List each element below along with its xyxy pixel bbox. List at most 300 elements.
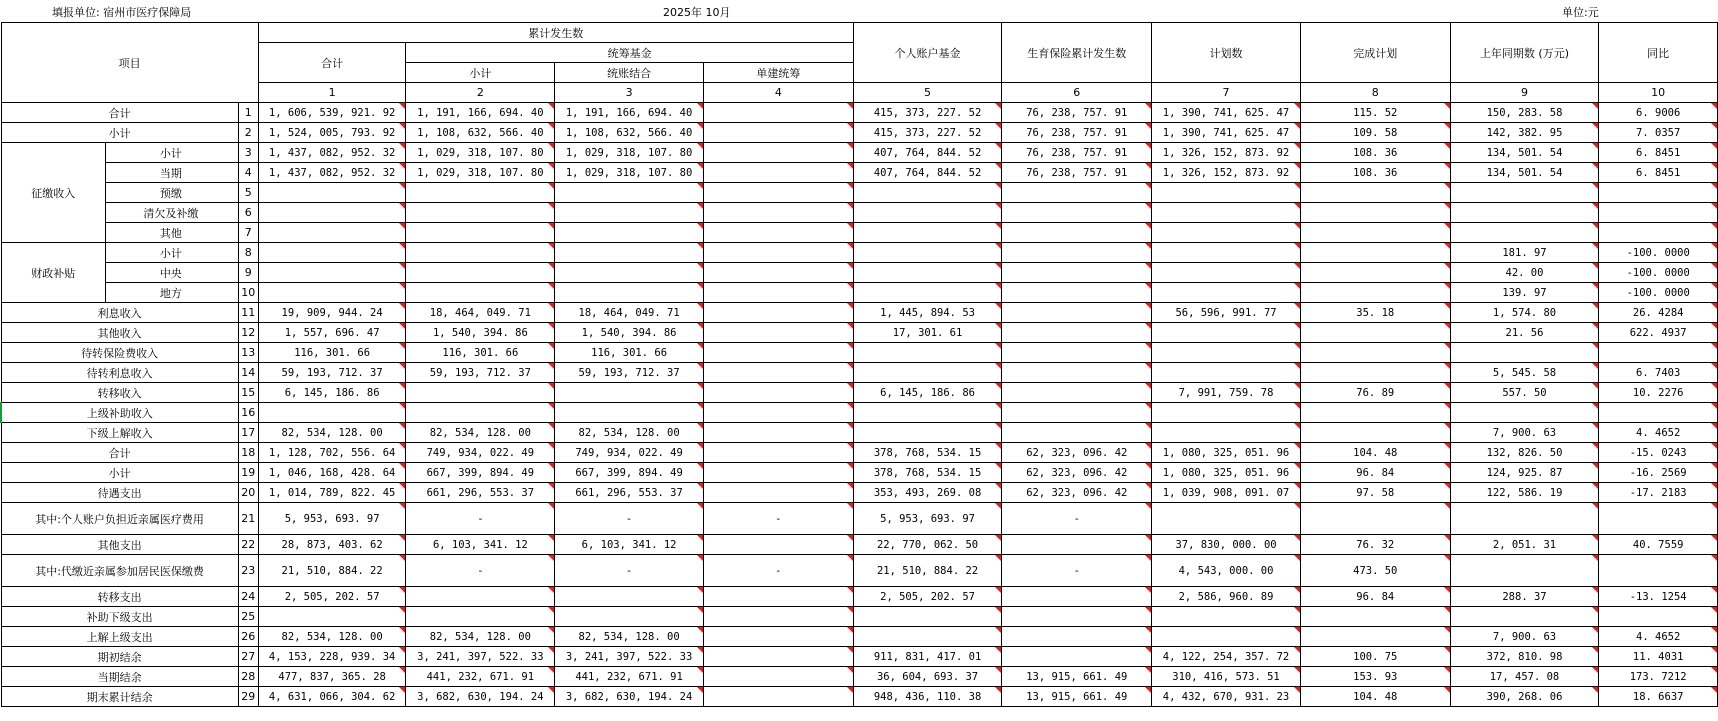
cell-col-2[interactable]: 82, 534, 128. 00	[406, 627, 555, 647]
cell-col-8[interactable]: 97. 58	[1300, 483, 1450, 503]
cell-col-8[interactable]	[1300, 363, 1450, 383]
cell-col-9[interactable]	[1450, 403, 1599, 423]
cell-col-3[interactable]	[555, 243, 704, 263]
cell-col-3[interactable]	[555, 383, 704, 403]
cell-col-6[interactable]	[1002, 535, 1152, 555]
cell-col-10[interactable]: 6. 9006	[1599, 103, 1718, 123]
cell-col-2[interactable]: 3, 241, 397, 522. 33	[406, 647, 555, 667]
cell-col-10[interactable]: 26. 4284	[1599, 303, 1718, 323]
cell-col-4[interactable]	[703, 103, 853, 123]
cell-col-7[interactable]: 1, 080, 325, 051. 96	[1152, 463, 1301, 483]
cell-col-10[interactable]: 7. 0357	[1599, 123, 1718, 143]
cell-col-3[interactable]: 1, 029, 318, 107. 80	[555, 163, 704, 183]
cell-col-1[interactable]: 82, 534, 128. 00	[258, 423, 406, 443]
cell-col-2[interactable]: 116, 301. 66	[406, 343, 555, 363]
cell-col-1[interactable]: 1, 437, 082, 952. 32	[258, 143, 406, 163]
cell-col-9[interactable]: 17, 457. 08	[1450, 667, 1599, 687]
cell-col-4[interactable]	[703, 203, 853, 223]
cell-col-7[interactable]: 7, 991, 759. 78	[1152, 383, 1301, 403]
cell-col-8[interactable]: 100. 75	[1300, 647, 1450, 667]
cell-col-9[interactable]	[1450, 223, 1599, 243]
cell-col-9[interactable]	[1450, 183, 1599, 203]
cell-col-3[interactable]: 1, 029, 318, 107. 80	[555, 143, 704, 163]
cell-col-9[interactable]: 122, 586. 19	[1450, 483, 1599, 503]
cell-col-10[interactable]: -13. 1254	[1599, 587, 1718, 607]
cell-col-4[interactable]	[703, 443, 853, 463]
cell-col-8[interactable]	[1300, 323, 1450, 343]
cell-col-10[interactable]: 6. 8451	[1599, 163, 1718, 183]
cell-col-6[interactable]	[1002, 283, 1152, 303]
cell-col-4[interactable]	[703, 223, 853, 243]
cell-col-2[interactable]: 667, 399, 894. 49	[406, 463, 555, 483]
cell-col-6[interactable]	[1002, 323, 1152, 343]
cell-col-6[interactable]	[1002, 223, 1152, 243]
cell-col-10[interactable]: -16. 2569	[1599, 463, 1718, 483]
cell-col-8[interactable]: 96. 84	[1300, 587, 1450, 607]
cell-col-7[interactable]: 310, 416, 573. 51	[1152, 667, 1301, 687]
cell-col-5[interactable]	[853, 223, 1002, 243]
cell-col-1[interactable]	[258, 183, 406, 203]
cell-col-2[interactable]	[406, 203, 555, 223]
cell-col-3[interactable]: 82, 534, 128. 00	[555, 423, 704, 443]
cell-col-5[interactable]: 1, 445, 894. 53	[853, 303, 1002, 323]
cell-col-4[interactable]	[703, 263, 853, 283]
cell-col-5[interactable]: 378, 768, 534. 15	[853, 443, 1002, 463]
cell-col-2[interactable]	[406, 607, 555, 627]
cell-col-7[interactable]	[1152, 223, 1301, 243]
cell-col-9[interactable]	[1450, 503, 1599, 535]
cell-col-4[interactable]	[703, 283, 853, 303]
cell-col-2[interactable]: -	[406, 503, 555, 535]
cell-col-7[interactable]	[1152, 423, 1301, 443]
cell-col-2[interactable]: 1, 540, 394. 86	[406, 323, 555, 343]
cell-col-4[interactable]	[703, 667, 853, 687]
cell-col-1[interactable]: 2, 505, 202. 57	[258, 587, 406, 607]
cell-col-10[interactable]	[1599, 203, 1718, 223]
cell-col-2[interactable]	[406, 223, 555, 243]
cell-col-6[interactable]	[1002, 243, 1152, 263]
cell-col-5[interactable]	[853, 607, 1002, 627]
cell-col-7[interactable]: 1, 326, 152, 873. 92	[1152, 143, 1301, 163]
cell-col-2[interactable]: 749, 934, 022. 49	[406, 443, 555, 463]
cell-col-4[interactable]	[703, 627, 853, 647]
cell-col-7[interactable]	[1152, 363, 1301, 383]
cell-col-10[interactable]: -17. 2183	[1599, 483, 1718, 503]
cell-col-3[interactable]: 661, 296, 553. 37	[555, 483, 704, 503]
cell-col-3[interactable]	[555, 403, 704, 423]
cell-col-3[interactable]	[555, 607, 704, 627]
cell-col-7[interactable]	[1152, 203, 1301, 223]
cell-col-3[interactable]	[555, 587, 704, 607]
cell-col-4[interactable]	[703, 143, 853, 163]
cell-col-7[interactable]	[1152, 343, 1301, 363]
cell-col-4[interactable]	[703, 687, 853, 707]
cell-col-5[interactable]: 415, 373, 227. 52	[853, 123, 1002, 143]
cell-col-5[interactable]	[853, 343, 1002, 363]
cell-col-9[interactable]: 390, 268. 06	[1450, 687, 1599, 707]
cell-col-10[interactable]: 622. 4937	[1599, 323, 1718, 343]
cell-col-3[interactable]: 3, 682, 630, 194. 24	[555, 687, 704, 707]
cell-col-3[interactable]: 18, 464, 049. 71	[555, 303, 704, 323]
cell-col-8[interactable]	[1300, 223, 1450, 243]
cell-col-2[interactable]: 1, 191, 166, 694. 40	[406, 103, 555, 123]
table-row	[1, 143, 1718, 163]
cell-col-8[interactable]: 35. 18	[1300, 303, 1450, 323]
cell-col-8[interactable]: 473. 50	[1300, 555, 1450, 587]
cell-col-1[interactable]: 5, 953, 693. 97	[258, 503, 406, 535]
cell-col-4[interactable]	[703, 363, 853, 383]
cell-col-7[interactable]: 56, 596, 991. 77	[1152, 303, 1301, 323]
cell-col-8[interactable]: 96. 84	[1300, 463, 1450, 483]
cell-col-1[interactable]: 1, 557, 696. 47	[258, 323, 406, 343]
cell-col-1[interactable]	[258, 263, 406, 283]
cell-col-3[interactable]: -	[555, 555, 704, 587]
cell-col-3[interactable]: 1, 191, 166, 694. 40	[555, 103, 704, 123]
cell-col-3[interactable]: 116, 301. 66	[555, 343, 704, 363]
cell-col-5[interactable]: 36, 604, 693. 37	[853, 667, 1002, 687]
cell-col-4[interactable]	[703, 463, 853, 483]
cell-col-10[interactable]: 4. 4652	[1599, 627, 1718, 647]
cell-col-9[interactable]: 42. 00	[1450, 263, 1599, 283]
cell-col-5[interactable]	[853, 423, 1002, 443]
cell-col-10[interactable]	[1599, 223, 1718, 243]
cell-col-9[interactable]: 181. 97	[1450, 243, 1599, 263]
cell-col-5[interactable]: 407, 764, 844. 52	[853, 143, 1002, 163]
cell-col-10[interactable]	[1599, 607, 1718, 627]
cell-col-1[interactable]: 4, 631, 066, 304. 62	[258, 687, 406, 707]
cell-col-2[interactable]	[406, 383, 555, 403]
cell-col-10[interactable]	[1599, 183, 1718, 203]
row-label: 当期	[106, 163, 239, 183]
cell-col-9[interactable]: 2, 051. 31	[1450, 535, 1599, 555]
cell-col-2[interactable]	[406, 403, 555, 423]
cell-col-4[interactable]	[703, 535, 853, 555]
cell-col-4[interactable]	[703, 243, 853, 263]
cell-col-9[interactable]: 132, 826. 50	[1450, 443, 1599, 463]
cell-col-6[interactable]	[1002, 423, 1152, 443]
cell-col-4[interactable]	[703, 183, 853, 203]
cell-col-3[interactable]: 1, 540, 394. 86	[555, 323, 704, 343]
cell-col-7[interactable]	[1152, 323, 1301, 343]
cell-col-5[interactable]: 415, 373, 227. 52	[853, 103, 1002, 123]
cell-col-3[interactable]: 82, 534, 128. 00	[555, 627, 704, 647]
cell-col-6[interactable]	[1002, 587, 1152, 607]
cell-col-2[interactable]: 661, 296, 553. 37	[406, 483, 555, 503]
cell-col-6[interactable]	[1002, 363, 1152, 383]
cell-col-8[interactable]	[1300, 263, 1450, 283]
cell-col-8[interactable]: 104. 48	[1300, 687, 1450, 707]
combined-header: 统账结合	[555, 63, 704, 83]
cell-col-1[interactable]: 59, 193, 712. 37	[258, 363, 406, 383]
cell-col-7[interactable]: 4, 432, 670, 931. 23	[1152, 687, 1301, 707]
cell-col-3[interactable]	[555, 283, 704, 303]
cell-col-1[interactable]	[258, 283, 406, 303]
cell-col-3[interactable]: 1, 108, 632, 566. 40	[555, 123, 704, 143]
cell-col-8[interactable]: 153. 93	[1300, 667, 1450, 687]
cell-col-9[interactable]: 1, 574. 80	[1450, 303, 1599, 323]
cell-col-9[interactable]: 5, 545. 58	[1450, 363, 1599, 383]
cell-col-4[interactable]	[703, 383, 853, 403]
cell-col-2[interactable]: 1, 108, 632, 566. 40	[406, 123, 555, 143]
cell-col-7[interactable]: 1, 326, 152, 873. 92	[1152, 163, 1301, 183]
cell-col-6[interactable]: 62, 323, 096. 42	[1002, 463, 1152, 483]
cell-col-8[interactable]: 76. 89	[1300, 383, 1450, 403]
cell-col-1[interactable]: 82, 534, 128. 00	[258, 627, 406, 647]
cell-col-8[interactable]	[1300, 183, 1450, 203]
cell-col-2[interactable]	[406, 243, 555, 263]
cell-col-8[interactable]: 108. 36	[1300, 163, 1450, 183]
cell-col-9[interactable]: 372, 810. 98	[1450, 647, 1599, 667]
cell-col-5[interactable]: 353, 493, 269. 08	[853, 483, 1002, 503]
cell-col-9[interactable]	[1450, 607, 1599, 627]
cell-col-6[interactable]: 76, 238, 757. 91	[1002, 143, 1152, 163]
cell-col-2[interactable]	[406, 263, 555, 283]
cell-col-4[interactable]: -	[703, 503, 853, 535]
cell-col-1[interactable]: 1, 437, 082, 952. 32	[258, 163, 406, 183]
cell-col-9[interactable]: 557. 50	[1450, 383, 1599, 403]
cell-col-7[interactable]	[1152, 283, 1301, 303]
cell-col-2[interactable]: 59, 193, 712. 37	[406, 363, 555, 383]
cell-col-4[interactable]	[703, 343, 853, 363]
cell-col-8[interactable]	[1300, 283, 1450, 303]
cell-col-7[interactable]	[1152, 627, 1301, 647]
cell-col-9[interactable]: 150, 283. 58	[1450, 103, 1599, 123]
cell-col-1[interactable]: 1, 128, 702, 556. 64	[258, 443, 406, 463]
cell-col-3[interactable]: 59, 193, 712. 37	[555, 363, 704, 383]
cell-col-8[interactable]: 108. 36	[1300, 143, 1450, 163]
cell-col-5[interactable]	[853, 263, 1002, 283]
row-number: 22	[238, 535, 258, 555]
cell-col-5[interactable]: 2, 505, 202. 57	[853, 587, 1002, 607]
cell-col-10[interactable]: 18. 6637	[1599, 687, 1718, 707]
cell-col-9[interactable]: 142, 382. 95	[1450, 123, 1599, 143]
table-row	[1, 687, 1718, 707]
cell-col-4[interactable]	[703, 587, 853, 607]
cell-col-5[interactable]	[853, 363, 1002, 383]
cell-col-2[interactable]: 6, 103, 341. 12	[406, 535, 555, 555]
cell-col-9[interactable]: 124, 925. 87	[1450, 463, 1599, 483]
cell-col-6[interactable]: 76, 238, 757. 91	[1002, 163, 1152, 183]
cell-col-2[interactable]: 18, 464, 049. 71	[406, 303, 555, 323]
cell-col-1[interactable]	[258, 403, 406, 423]
cell-col-5[interactable]	[853, 243, 1002, 263]
cell-col-6[interactable]	[1002, 647, 1152, 667]
cell-col-10[interactable]: 6. 8451	[1599, 143, 1718, 163]
cell-col-1[interactable]: 4, 153, 228, 939. 34	[258, 647, 406, 667]
cell-col-6[interactable]	[1002, 343, 1152, 363]
cell-col-1[interactable]	[258, 607, 406, 627]
row-label: 待转利息收入	[1, 363, 238, 383]
cell-col-6[interactable]	[1002, 203, 1152, 223]
cell-col-2[interactable]: 82, 534, 128. 00	[406, 423, 555, 443]
cell-col-10[interactable]	[1599, 503, 1718, 535]
cell-col-4[interactable]	[703, 607, 853, 627]
cell-col-9[interactable]: 7, 900. 63	[1450, 627, 1599, 647]
cell-col-10[interactable]	[1599, 555, 1718, 587]
cell-col-8[interactable]	[1300, 343, 1450, 363]
cell-col-7[interactable]	[1152, 183, 1301, 203]
cell-col-4[interactable]: -	[703, 555, 853, 587]
cell-col-10[interactable]: 6. 7403	[1599, 363, 1718, 383]
cell-col-8[interactable]: 115. 52	[1300, 103, 1450, 123]
cell-col-6[interactable]: -	[1002, 555, 1152, 587]
cell-col-9[interactable]: 139. 97	[1450, 283, 1599, 303]
personal-header: 个人账户基金	[853, 23, 1002, 83]
cell-col-10[interactable]: 40. 7559	[1599, 535, 1718, 555]
cell-col-1[interactable]: 28, 873, 403. 62	[258, 535, 406, 555]
cell-col-2[interactable]: -	[406, 555, 555, 587]
cell-col-9[interactable]: 134, 501. 54	[1450, 163, 1599, 183]
cell-col-10[interactable]	[1599, 403, 1718, 423]
cell-col-2[interactable]: 3, 682, 630, 194. 24	[406, 687, 555, 707]
cell-col-2[interactable]: 441, 232, 671. 91	[406, 667, 555, 687]
cell-col-4[interactable]	[703, 163, 853, 183]
cell-col-4[interactable]	[703, 123, 853, 143]
cell-col-3[interactable]: 6, 103, 341. 12	[555, 535, 704, 555]
cell-col-6[interactable]	[1002, 607, 1152, 627]
cell-col-7[interactable]	[1152, 403, 1301, 423]
cell-col-7[interactable]	[1152, 607, 1301, 627]
cell-col-7[interactable]	[1152, 243, 1301, 263]
cell-col-7[interactable]: 1, 390, 741, 625. 47	[1152, 123, 1301, 143]
cell-col-1[interactable]: 1, 606, 539, 921. 92	[258, 103, 406, 123]
cell-col-6[interactable]	[1002, 627, 1152, 647]
cell-col-4[interactable]	[703, 483, 853, 503]
cell-col-7[interactable]: 1, 039, 908, 091. 07	[1152, 483, 1301, 503]
cell-col-4[interactable]	[703, 303, 853, 323]
cell-col-2[interactable]: 1, 029, 318, 107. 80	[406, 163, 555, 183]
cell-col-5[interactable]	[853, 627, 1002, 647]
cell-col-7[interactable]: 1, 080, 325, 051. 96	[1152, 443, 1301, 463]
cell-col-6[interactable]: 13, 915, 661. 49	[1002, 667, 1152, 687]
cell-col-6[interactable]: 62, 323, 096. 42	[1002, 483, 1152, 503]
cell-col-10[interactable]: 4. 4652	[1599, 423, 1718, 443]
cell-col-5[interactable]: 911, 831, 417. 01	[853, 647, 1002, 667]
cell-col-7[interactable]: 1, 390, 741, 625. 47	[1152, 103, 1301, 123]
cell-col-10[interactable]	[1599, 343, 1718, 363]
cell-col-6[interactable]	[1002, 303, 1152, 323]
cell-col-9[interactable]	[1450, 343, 1599, 363]
cell-col-1[interactable]: 19, 909, 944. 24	[258, 303, 406, 323]
cell-col-4[interactable]	[703, 647, 853, 667]
cell-col-5[interactable]: 948, 436, 110. 38	[853, 687, 1002, 707]
cell-col-9[interactable]	[1450, 203, 1599, 223]
cell-col-8[interactable]	[1300, 403, 1450, 423]
cell-col-3[interactable]: -	[555, 503, 704, 535]
cell-col-3[interactable]	[555, 203, 704, 223]
cell-col-1[interactable]: 116, 301. 66	[258, 343, 406, 363]
cell-col-2[interactable]	[406, 587, 555, 607]
cell-col-6[interactable]	[1002, 383, 1152, 403]
cell-col-7[interactable]: 2, 586, 960. 89	[1152, 587, 1301, 607]
cell-col-7[interactable]: 37, 830, 000. 00	[1152, 535, 1301, 555]
cell-col-8[interactable]	[1300, 627, 1450, 647]
cell-col-10[interactable]: 173. 7212	[1599, 667, 1718, 687]
cell-col-8[interactable]	[1300, 607, 1450, 627]
row-number: 8	[238, 243, 258, 263]
cell-col-10[interactable]: -100. 0000	[1599, 243, 1718, 263]
cell-col-2[interactable]	[406, 183, 555, 203]
cell-col-3[interactable]: 667, 399, 894. 49	[555, 463, 704, 483]
cell-col-9[interactable]: 21. 56	[1450, 323, 1599, 343]
cell-col-3[interactable]: 749, 934, 022. 49	[555, 443, 704, 463]
cell-col-5[interactable]	[853, 283, 1002, 303]
cell-col-1[interactable]: 477, 837, 365. 28	[258, 667, 406, 687]
cell-col-10[interactable]: -100. 0000	[1599, 283, 1718, 303]
cell-col-5[interactable]: 378, 768, 534. 15	[853, 463, 1002, 483]
cell-col-5[interactable]	[853, 203, 1002, 223]
cell-col-3[interactable]	[555, 263, 704, 283]
cell-col-3[interactable]	[555, 183, 704, 203]
cell-col-6[interactable]	[1002, 183, 1152, 203]
cell-col-6[interactable]: -	[1002, 503, 1152, 535]
cell-col-2[interactable]: 1, 029, 318, 107. 80	[406, 143, 555, 163]
cell-col-6[interactable]: 76, 238, 757. 91	[1002, 103, 1152, 123]
cell-col-9[interactable]	[1450, 555, 1599, 587]
cell-col-5[interactable]: 407, 764, 844. 52	[853, 163, 1002, 183]
cell-col-7[interactable]: 4, 543, 000. 00	[1152, 555, 1301, 587]
cell-col-6[interactable]	[1002, 403, 1152, 423]
cell-col-9[interactable]: 288. 37	[1450, 587, 1599, 607]
cell-col-5[interactable]	[853, 183, 1002, 203]
cell-col-5[interactable]: 17, 301. 61	[853, 323, 1002, 343]
cell-col-8[interactable]: 76. 32	[1300, 535, 1450, 555]
cell-col-7[interactable]	[1152, 263, 1301, 283]
cell-col-8[interactable]: 104. 48	[1300, 443, 1450, 463]
cell-col-10[interactable]: 11. 4031	[1599, 647, 1718, 667]
cell-col-5[interactable]: 6, 145, 186. 86	[853, 383, 1002, 403]
cell-col-1[interactable]	[258, 203, 406, 223]
cell-col-10[interactable]: -100. 0000	[1599, 263, 1718, 283]
cell-col-8[interactable]	[1300, 503, 1450, 535]
cell-col-4[interactable]	[703, 323, 853, 343]
cell-col-8[interactable]	[1300, 203, 1450, 223]
cell-col-1[interactable]: 1, 524, 005, 793. 92	[258, 123, 406, 143]
cell-col-1[interactable]: 1, 014, 789, 822. 45	[258, 483, 406, 503]
cell-col-3[interactable]: 441, 232, 671. 91	[555, 667, 704, 687]
cell-col-5[interactable]: 22, 770, 062. 50	[853, 535, 1002, 555]
cell-col-10[interactable]: 10. 2276	[1599, 383, 1718, 403]
cell-col-5[interactable]: 21, 510, 884. 22	[853, 555, 1002, 587]
cell-col-1[interactable]	[258, 223, 406, 243]
cell-col-6[interactable]: 76, 238, 757. 91	[1002, 123, 1152, 143]
cell-col-2[interactable]	[406, 283, 555, 303]
cell-col-4[interactable]	[703, 403, 853, 423]
row-label: 其中:代缴近亲属参加居民医保缴费	[1, 555, 238, 587]
cell-col-8[interactable]	[1300, 423, 1450, 443]
cell-col-1[interactable]: 21, 510, 884. 22	[258, 555, 406, 587]
row-number: 17	[238, 423, 258, 443]
cell-col-8[interactable]	[1300, 243, 1450, 263]
cell-col-4[interactable]	[703, 423, 853, 443]
cell-col-5[interactable]	[853, 403, 1002, 423]
cell-col-3[interactable]: 3, 241, 397, 522. 33	[555, 647, 704, 667]
cell-col-1[interactable]: 1, 046, 168, 428. 64	[258, 463, 406, 483]
cell-col-1[interactable]	[258, 243, 406, 263]
cell-col-6[interactable]: 62, 323, 096. 42	[1002, 443, 1152, 463]
cell-col-7[interactable]: 4, 122, 254, 357. 72	[1152, 647, 1301, 667]
cell-col-7[interactable]	[1152, 503, 1301, 535]
cell-col-9[interactable]: 7, 900. 63	[1450, 423, 1599, 443]
cell-col-8[interactable]: 109. 58	[1300, 123, 1450, 143]
cell-col-6[interactable]: 13, 915, 661. 49	[1002, 687, 1152, 707]
cell-col-6[interactable]	[1002, 263, 1152, 283]
cell-col-1[interactable]: 6, 145, 186. 86	[258, 383, 406, 403]
cell-col-5[interactable]: 5, 953, 693. 97	[853, 503, 1002, 535]
cell-col-3[interactable]	[555, 223, 704, 243]
cell-col-9[interactable]: 134, 501. 54	[1450, 143, 1599, 163]
cell-col-10[interactable]: -15. 0243	[1599, 443, 1718, 463]
